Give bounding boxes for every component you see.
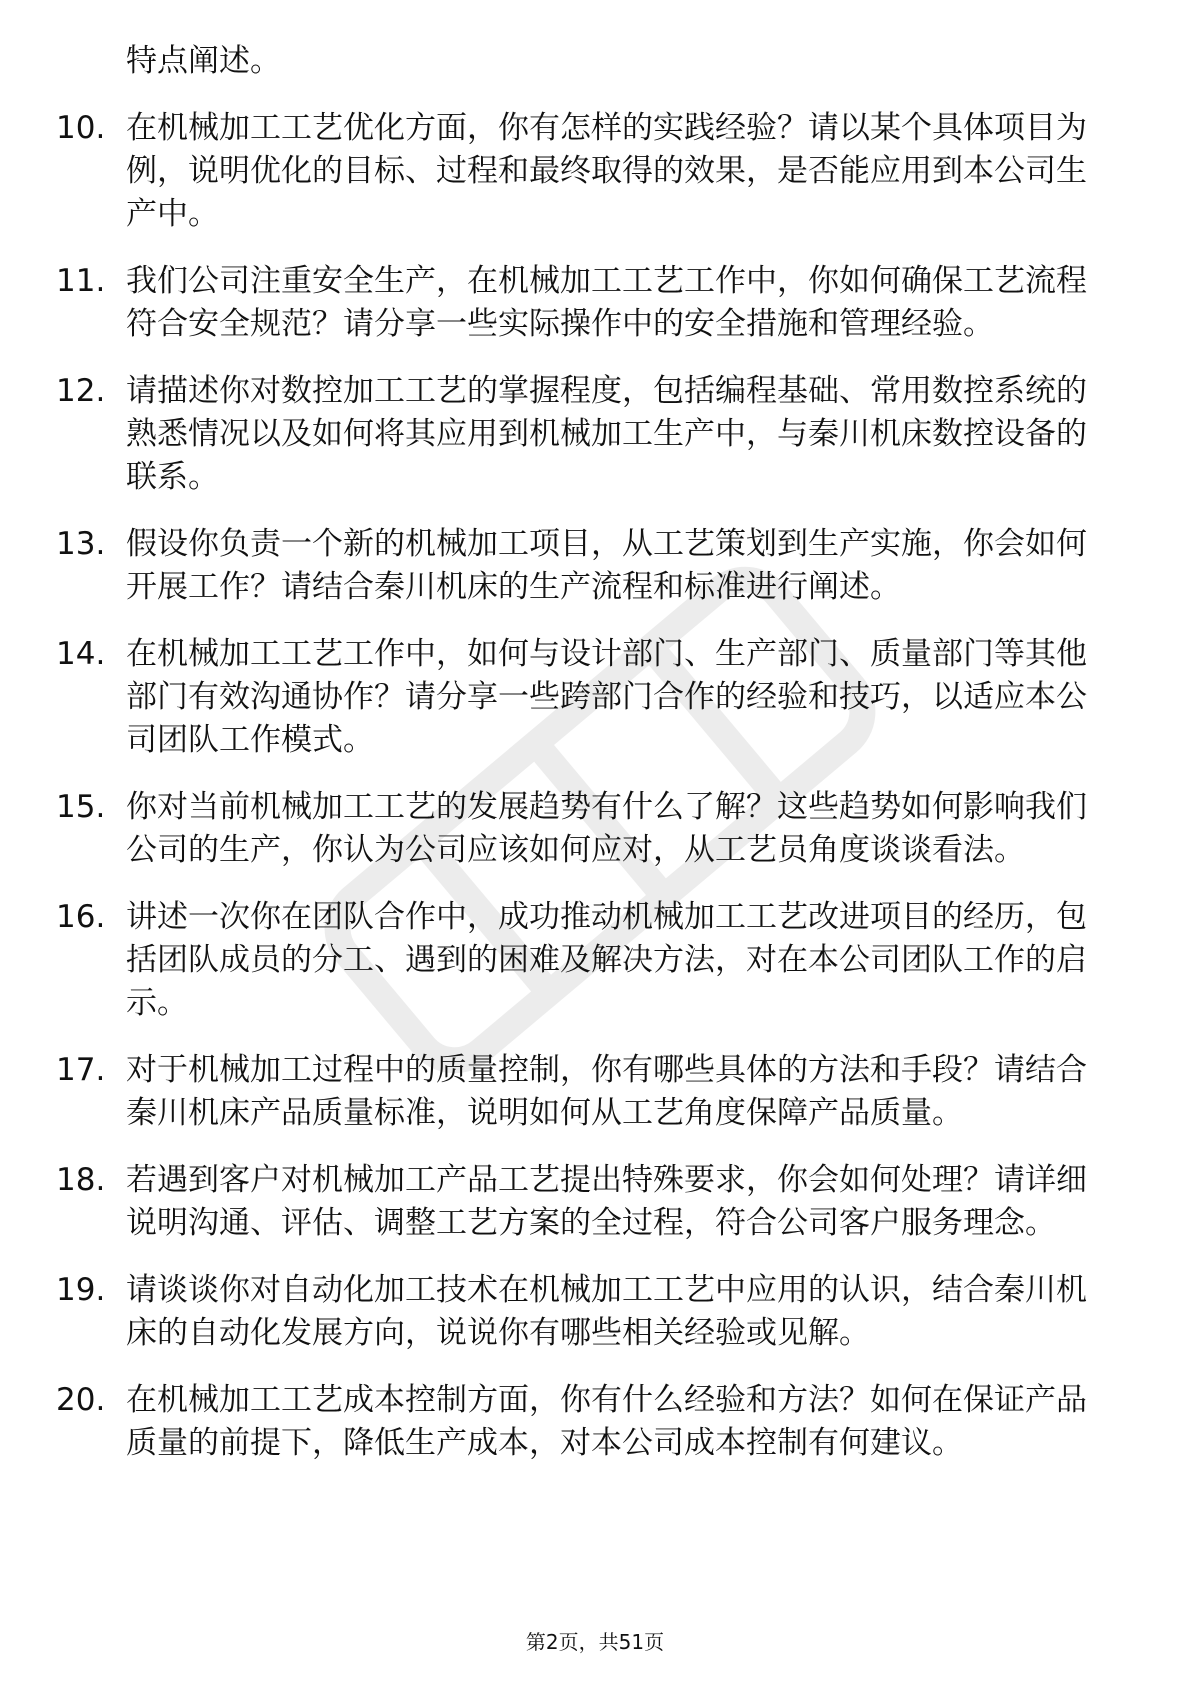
item-text: 讲述一次你在团队合作中，成功推动机械加工工艺改进项目的经历，包括团队成员的分工、遇到的困难及解决方法，对在本公司团队工作的启示。 [126,899,1087,1021]
item-number: 19. [56,1272,106,1308]
list-item [0,1049,1190,1135]
continued-text: 特点阐述。 [126,43,281,79]
list-item [0,1159,1190,1245]
page-footer: 第2页，共51页 [525,1630,665,1654]
list-item [0,523,1190,609]
item-text: 请描述你对数控加工工艺的掌握程度，包括编程基础、常用数控系统的熟悉情况以及如何将其应用到机械加工生产中，与秦川机床数控设备的联系。 [126,373,1087,495]
list-item [0,370,1190,499]
item-text: 请谈谈你对自动化加工技术在机械加工工艺中应用的认识，结合秦川机床的自动化发展方向，说说你有哪些相关经验或见解。 [126,1272,1087,1351]
list-item [0,1269,1190,1355]
list-item [0,107,1190,236]
item-text: 在机械加工工艺优化方面，你有怎样的实践经验？请以某个具体项目为例，说明优化的目标、过程和最终取得的效果，是否能应用到本公司生产中。 [126,110,1087,232]
list-item [0,786,1190,872]
item-number: 18. [56,1162,106,1198]
item-text: 若遇到客户对机械加工产品工艺提出特殊要求，你会如何处理？请详细说明沟通、评估、调整工艺方案的全过程，符合公司客户服务理念。 [126,1162,1087,1241]
list-item [0,260,1190,346]
item-text: 假设你负责一个新的机械加工项目，从工艺策划到生产实施，你会如何开展工作？请结合秦川机床的生产流程和标准进行阐述。 [126,526,1087,605]
question-list [0,40,1190,1489]
item-number: 20. [56,1382,106,1418]
list-item [0,1379,1190,1465]
item-number: 17. [56,1052,106,1088]
list-item [0,896,1190,1025]
item-number: 12. [56,373,106,409]
item-text: 在机械加工工艺工作中，如何与设计部门、生产部门、质量部门等其他部门有效沟通协作？请分享一些跨部门合作的经验和技巧，以适应本公司团队工作模式。 [126,636,1087,758]
item-text: 在机械加工工艺成本控制方面，你有什么经验和方法？如何在保证产品质量的前提下，降低生产成本，对本公司成本控制有何建议。 [126,1382,1087,1461]
item-number: 14. [56,636,106,672]
list-item [0,633,1190,762]
item-text: 对于机械加工过程中的质量控制，你有哪些具体的方法和手段？请结合秦川机床产品质量标准，说明如何从工艺角度保障产品质量。 [126,1052,1087,1131]
item-number: 16. [56,899,106,935]
item-number: 10. [56,110,106,146]
item-number: 13. [56,526,106,562]
item-text: 我们公司注重安全生产，在机械加工工艺工作中，你如何确保工艺流程符合安全规范？请分享一些实际操作中的安全措施和管理经验。 [126,263,1087,342]
item-number: 15. [56,789,106,825]
item-text: 你对当前机械加工工艺的发展趋势有什么了解？这些趋势如何影响我们公司的生产，你认为公司应该如何应对，从工艺员角度谈谈看法。 [126,789,1087,868]
item-number: 11. [56,263,106,299]
